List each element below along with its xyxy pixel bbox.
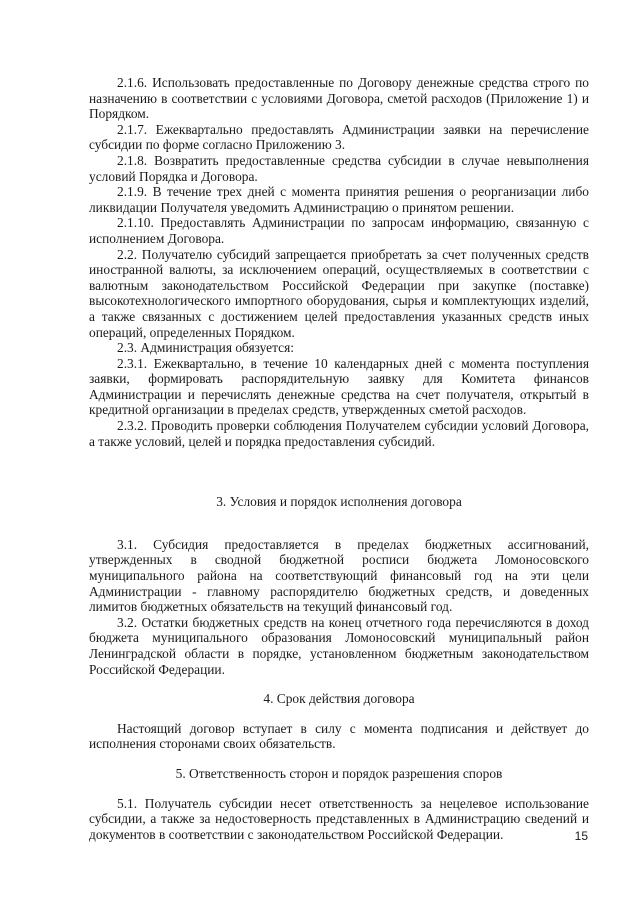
document-body (89, 75, 589, 842)
clause-2-1-8: 2.1.8. Возвратить предоставленные средства субсидии в случае невыполнения условий Порядка и Договора. (89, 152, 589, 184)
section-4-heading: 4. Срок действия договора (263, 691, 415, 707)
section-4-paragraph: Настоящий договор вступает в силу с момента подписания и действует до исполнения сторонами своих обязательств. (89, 720, 589, 752)
clause-2-3: 2.3. Администрация обязуется: (117, 340, 294, 356)
clause-3-2: 3.2. Остатки бюджетных средств на конец отчетного года перечисляются в доход бюджета муниципального образования Ломоносовский муниципальный район Ленинградской области в порядке, установленном бюджетным законодательством Российской Федерации. (89, 614, 589, 677)
page-number: 15 (574, 829, 588, 843)
clause-2-3-1: 2.3.1. Ежеквартально, в течение 10 календарных дней с момента поступления заявки, формировать распорядительную заявку для Комитета финансов Администрации и перечислять денежные средства на счет получателя, открытый в кредитной организации в пределах средств, утвержденных сметой расходов. (89, 355, 589, 418)
clause-2-2: 2.2. Получателю субсидий запрещается приобретать за счет полученных средств иностранной валюты, за исключением операций, осуществляемых в соответствии с валютным законодательством Российской Федерации при закупке (поставке) высокотехнологического импортного оборудования, сырья и комплектующих изделий, а также связанных с достижением целей предоставления указанных средств иных операций, определенных Порядком. (89, 246, 589, 340)
clause-2-3-2: 2.3.2. Проводить проверки соблюдения Получателем субсидии условий Договора, а также условий, целей и порядка предоставления субсидий. (89, 418, 589, 449)
clause-2-1-10: 2.1.10. Предоставлять Администрации по запросам информацию, связанную с исполнением Договора. (89, 215, 589, 246)
clause-2-1-6: 2.1.6. Использовать предоставленные по Договору денежные средства строго по назначению в соответствии с условиями Договора, сметой расходов (Приложение 1) и Порядком. (89, 75, 589, 122)
clause-2-1-9: 2.1.9. В течение трех дней с момента принятия решения о реорганизации либо ликвидации Получателя уведомить Администрацию о принятом решении. (89, 184, 589, 215)
clause-5-1: 5.1. Получатель субсидии несет ответственность за нецелевое использование субсидии, а также за недостоверность представленных в Администрацию сведений и документов в соответствии с законодательством Российской Федерации. (89, 795, 589, 842)
clause-3-1: 3.1. Субсидия предоставляется в пределах бюджетных ассигнований, утвержденных в сводной бюджетной росписи бюджета Ломоносовского муниципального района на соответствующий финансовый год на эти цели Администрации - главному распорядителю бюджетных средств, и доведенных лимитов бюджетных обязательств на текущий финансовый год. (89, 536, 589, 615)
clause-2-1-7: 2.1.7. Ежеквартально предоставлять Администрации заявки на перечисление субсидии по форме согласно Приложению 3. (89, 121, 589, 153)
section-3-heading: 3. Условия и порядок исполнения договора (216, 494, 462, 510)
section-5-heading: 5. Ответственность сторон и порядок разрешения споров (175, 765, 503, 781)
